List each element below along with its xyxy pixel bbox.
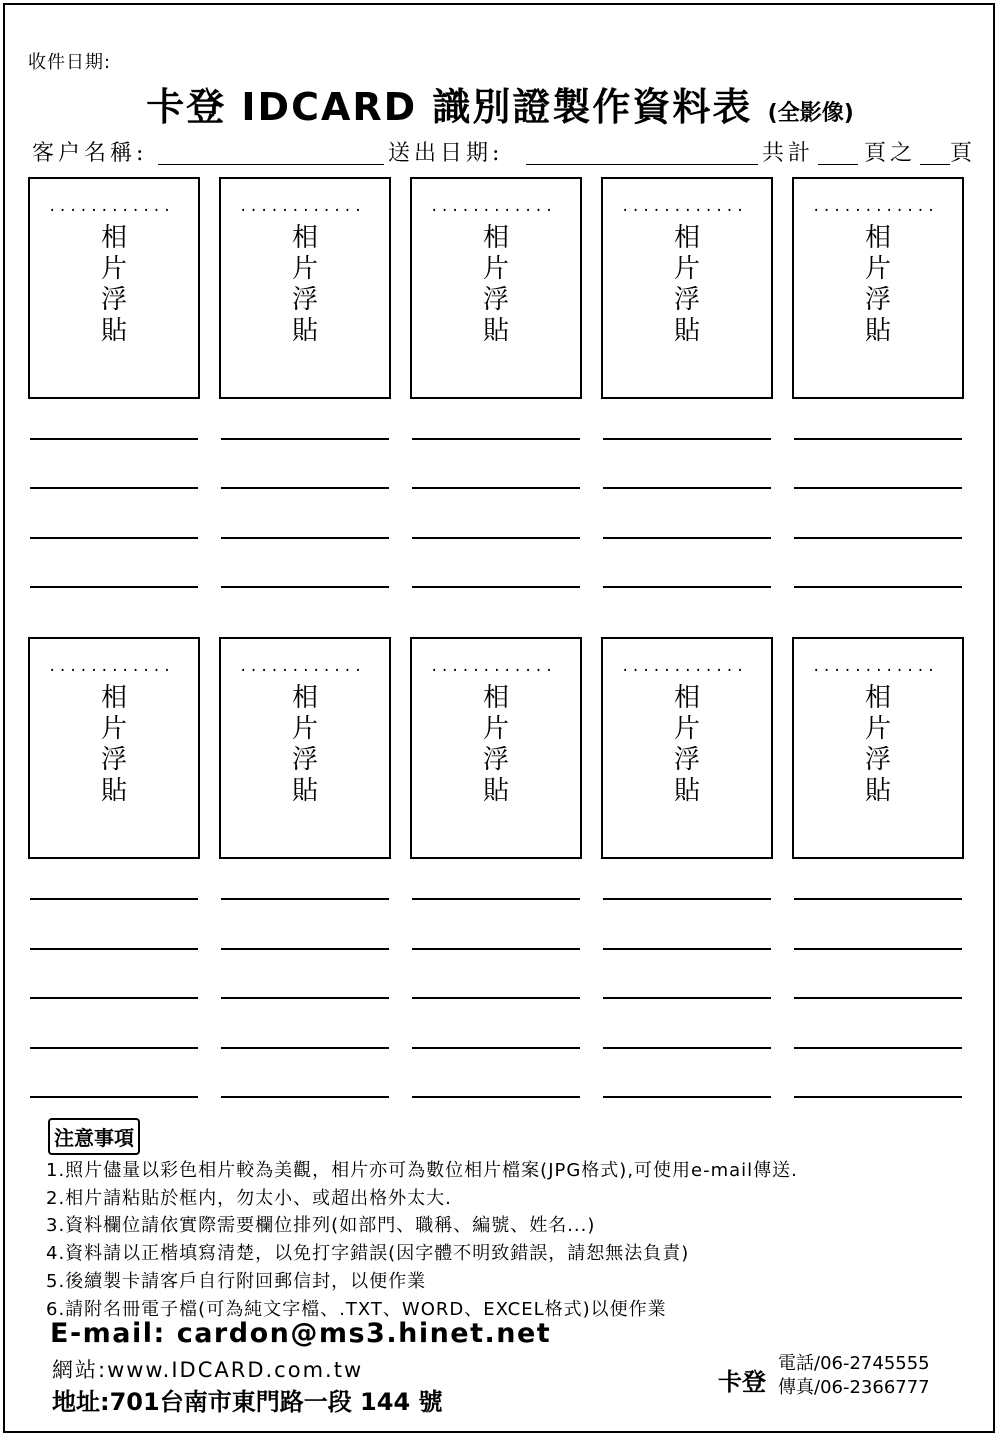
write-line[interactable] (412, 438, 580, 440)
notes-title: 注意事項 (48, 1118, 140, 1155)
write-line[interactable] (30, 1096, 198, 1098)
photo-box-char: 貼 (291, 776, 318, 806)
photo-box[interactable] (410, 637, 582, 859)
send-date-field[interactable] (526, 164, 758, 165)
write-line[interactable] (412, 1096, 580, 1098)
photo-box-dots: ............ (430, 199, 556, 215)
photo-box-char: 相 (291, 683, 318, 713)
photo-box-label (858, 683, 898, 807)
photo-box-char: 浮 (291, 285, 318, 315)
write-line[interactable] (412, 997, 580, 999)
photo-box-char: 貼 (100, 316, 127, 346)
photo-box-char: 浮 (673, 745, 700, 775)
title-text: 卡登 IDCARD 識別證製作資料表 (146, 85, 753, 129)
photo-box-label (94, 223, 134, 347)
write-line[interactable] (412, 898, 580, 900)
photo-box-char: 片 (291, 714, 318, 744)
write-line[interactable] (30, 997, 198, 999)
photo-box-label (858, 223, 898, 347)
photo-box-char: 片 (864, 714, 891, 744)
photo-box-dots: ............ (812, 659, 938, 675)
photo-box-char: 浮 (864, 285, 891, 315)
write-line[interactable] (221, 997, 389, 999)
photo-box[interactable] (219, 637, 391, 859)
write-line[interactable] (412, 948, 580, 950)
note-item: 3.資料欄位請依實際需要欄位排列(如部門、職稱、編號、姓名...) (46, 1215, 596, 1236)
write-line[interactable] (603, 1047, 771, 1049)
photo-box-char: 相 (864, 223, 891, 253)
photo-box[interactable] (792, 177, 964, 399)
total-label: 共計 (762, 141, 815, 166)
photo-box-dots: ............ (621, 199, 747, 215)
write-line[interactable] (603, 1096, 771, 1098)
contact-phone: 電話/06-2745555 (778, 1353, 930, 1374)
photo-box-dots: ............ (812, 199, 938, 215)
note-item: 2.相片請粘貼於框内，勿太小、或超出格外太大. (46, 1188, 452, 1209)
photo-box-char: 貼 (673, 316, 700, 346)
photo-box[interactable] (28, 177, 200, 399)
photo-box-char: 浮 (100, 745, 127, 775)
page-label: 頁 (950, 141, 977, 166)
photo-box-label (667, 683, 707, 807)
page-of-label: 頁之 (864, 141, 917, 166)
photo-box-dots: ............ (239, 659, 365, 675)
photo-box-char: 相 (291, 223, 318, 253)
write-line[interactable] (794, 898, 962, 900)
photo-box-label (94, 683, 134, 807)
write-line[interactable] (30, 1047, 198, 1049)
photo-box-label (285, 223, 325, 347)
note-item: 6.請附名冊電子檔(可為純文字檔、.TXT、WORD、EXCEL格式)以便作業 (46, 1299, 667, 1320)
write-line[interactable] (603, 948, 771, 950)
photo-box-char: 相 (100, 223, 127, 253)
write-line[interactable] (794, 487, 962, 489)
write-line[interactable] (603, 997, 771, 999)
photo-box-char: 相 (673, 223, 700, 253)
photo-box-char: 片 (100, 714, 127, 744)
write-line[interactable] (794, 586, 962, 588)
photo-box-char: 貼 (291, 316, 318, 346)
write-line[interactable] (794, 948, 962, 950)
photo-box-char: 相 (482, 223, 509, 253)
write-line[interactable] (221, 487, 389, 489)
write-line[interactable] (221, 1096, 389, 1098)
write-line[interactable] (794, 997, 962, 999)
photo-box-dots: ............ (48, 199, 174, 215)
received-date-label: 收件日期: (28, 52, 112, 73)
title-note: (全影像) (767, 101, 854, 126)
customer-name-field[interactable] (158, 164, 384, 165)
photo-box-char: 貼 (673, 776, 700, 806)
contact-fax: 傳真/06-2366777 (778, 1377, 930, 1398)
write-line[interactable] (221, 948, 389, 950)
write-line[interactable] (30, 898, 198, 900)
note-item: 4.資料請以正楷填寫清楚，以免打字錯誤(因字體不明致錯誤，請恕無法負責) (46, 1243, 690, 1264)
write-line[interactable] (603, 438, 771, 440)
photo-box-label (476, 223, 516, 347)
photo-box[interactable] (792, 637, 964, 859)
photo-box-dots: ............ (48, 659, 174, 675)
info-line (32, 136, 977, 170)
photo-box-char: 相 (100, 683, 127, 713)
write-line[interactable] (412, 487, 580, 489)
photo-box-label (285, 683, 325, 807)
contact-email: E-mail: cardon@ms3.hinet.net (50, 1318, 552, 1349)
write-line[interactable] (412, 537, 580, 539)
write-line[interactable] (794, 1047, 962, 1049)
contact-address: 地址:701台南市東門路一段 144 號 (52, 1388, 443, 1416)
write-line[interactable] (412, 1047, 580, 1049)
photo-box-char: 浮 (673, 285, 700, 315)
write-line[interactable] (30, 438, 198, 440)
photo-box-char: 貼 (100, 776, 127, 806)
photo-box-char: 貼 (864, 776, 891, 806)
photo-box-dots: ............ (621, 659, 747, 675)
photo-box-dots: ............ (430, 659, 556, 675)
write-line[interactable] (221, 898, 389, 900)
photo-box-char: 貼 (482, 316, 509, 346)
write-line[interactable] (603, 537, 771, 539)
photo-box-char: 片 (100, 254, 127, 284)
photo-box-char: 浮 (291, 745, 318, 775)
write-line[interactable] (221, 1047, 389, 1049)
write-line[interactable] (794, 438, 962, 440)
write-line[interactable] (221, 438, 389, 440)
photo-box[interactable] (601, 637, 773, 859)
photo-box-char: 浮 (482, 285, 509, 315)
write-line[interactable] (221, 586, 389, 588)
photo-box[interactable] (28, 637, 200, 859)
write-line[interactable] (794, 537, 962, 539)
photo-box-dots: ............ (239, 199, 365, 215)
photo-box-char: 貼 (864, 316, 891, 346)
write-line[interactable] (603, 898, 771, 900)
brand-name: 卡登 (718, 1368, 766, 1396)
note-item: 1.照片儘量以彩色相片較為美觀，相片亦可為數位相片檔案(JPG格式),可使用e-mail傳送. (46, 1160, 798, 1181)
photo-box[interactable] (219, 177, 391, 399)
contact-phones (778, 1352, 930, 1400)
photo-box-char: 片 (482, 254, 509, 284)
photo-box-char: 片 (482, 714, 509, 744)
write-line[interactable] (221, 537, 389, 539)
total-pages-field[interactable] (818, 164, 858, 165)
write-line[interactable] (794, 1096, 962, 1098)
photo-box-char: 片 (673, 254, 700, 284)
page-title (0, 76, 1000, 131)
photo-box-char: 相 (864, 683, 891, 713)
photo-box-char: 相 (482, 683, 509, 713)
write-line[interactable] (603, 487, 771, 489)
photo-box-char: 相 (673, 683, 700, 713)
photo-box-char: 浮 (100, 285, 127, 315)
photo-box[interactable] (601, 177, 773, 399)
photo-box-char: 浮 (482, 745, 509, 775)
contact-website: 網站:www.IDCARD.com.tw (52, 1358, 364, 1382)
note-item: 5.後續製卡請客戶自行附回郵信封，以便作業 (46, 1271, 427, 1292)
write-line[interactable] (30, 586, 198, 588)
write-line[interactable] (603, 586, 771, 588)
customer-name-label: 客户名稱: (32, 141, 148, 166)
photo-box-char: 片 (864, 254, 891, 284)
photo-box-char: 貼 (482, 776, 509, 806)
write-line[interactable] (412, 586, 580, 588)
photo-box-label (667, 223, 707, 347)
write-line[interactable] (30, 487, 198, 489)
photo-box-label (476, 683, 516, 807)
write-line[interactable] (30, 948, 198, 950)
send-date-label: 送出日期: (388, 141, 504, 166)
photo-box-char: 片 (291, 254, 318, 284)
photo-box-char: 片 (673, 714, 700, 744)
current-page-field[interactable] (920, 164, 950, 165)
photo-box-char: 浮 (864, 745, 891, 775)
photo-box[interactable] (410, 177, 582, 399)
write-line[interactable] (30, 537, 198, 539)
